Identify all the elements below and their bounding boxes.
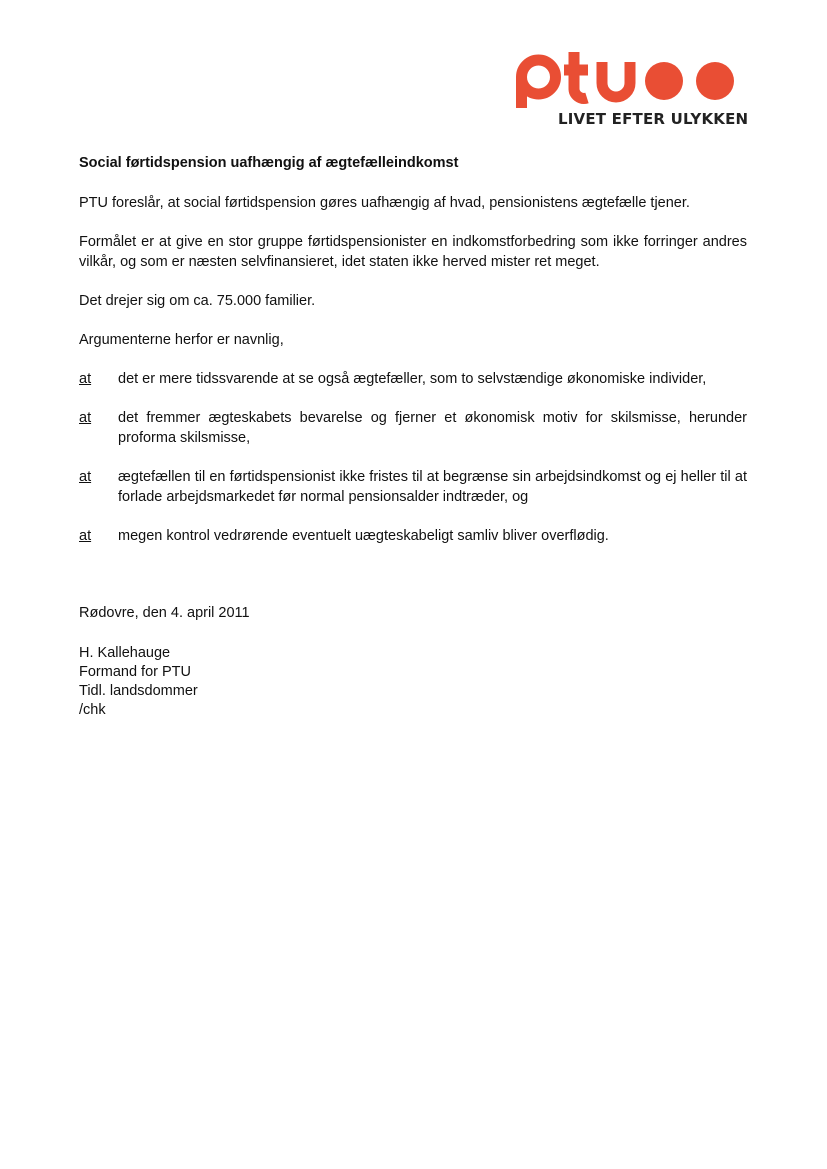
signatory-former-title: Tidl. landsdommer bbox=[79, 683, 198, 699]
letter-body bbox=[79, 153, 747, 720]
typist-initials: /chk bbox=[79, 702, 106, 718]
argument-marker: at bbox=[79, 528, 92, 544]
document-title: Social førtidspension uafhængig af ægtefælleindkomst bbox=[79, 155, 459, 171]
section-spacer bbox=[79, 565, 747, 603]
argument-item bbox=[79, 408, 747, 448]
signatory-name: H. Kallehauge bbox=[79, 645, 171, 661]
intro-paragraph: PTU foreslår, at social førtidspension gøres uafhængig af hvad, pensionistens ægtefælle tjener. bbox=[79, 195, 690, 211]
argument-marker: at bbox=[79, 371, 92, 387]
argument-item bbox=[79, 467, 747, 507]
argument-marker: at bbox=[79, 469, 92, 485]
argument-text: det fremmer ægteskabets bevarelse og fjerner et økonomisk motiv for skilsmisse, herunder proforma skilsmisse, bbox=[118, 410, 747, 446]
argument-item bbox=[79, 369, 747, 389]
purpose-paragraph: Formålet er at give en stor gruppe førtidspensionister en indkomstforbedring som ikke forringer andres vilkår, og som er næsten selvfinansieret, idet staten ikke herved mister ret meget. bbox=[79, 234, 747, 270]
ptu-logo bbox=[512, 44, 749, 132]
argument-item bbox=[79, 526, 747, 546]
scope-paragraph: Det drejer sig om ca. 75.000 familier. bbox=[79, 293, 316, 309]
signature-block bbox=[79, 644, 747, 720]
argument-marker: at bbox=[79, 410, 92, 426]
arguments-intro: Argumenterne herfor er navnlig, bbox=[79, 332, 284, 348]
logo-dot-right bbox=[696, 62, 734, 100]
logo-tagline: LIVET EFTER ULYKKEN bbox=[558, 110, 749, 128]
argument-text: ægtefællen til en førtidspensionist ikke fristes til at begrænse sin arbejdsindkomst og ej heller til at forlade arbejdsmarkedet før normal pensionsalder indtræder, og bbox=[118, 469, 747, 505]
argument-text: megen kontrol vedrørende eventuelt uægteskabeligt samliv bliver overflødig. bbox=[118, 528, 609, 544]
ptu-logo-mark bbox=[512, 44, 740, 108]
argument-text: det er mere tidssvarende at se også ægtefæller, som to selvstændige økonomiske individer, bbox=[118, 371, 707, 387]
date-line: Rødovre, den 4. april 2011 bbox=[79, 605, 250, 621]
signatory-role: Formand for PTU bbox=[79, 664, 191, 680]
logo-dot-left bbox=[645, 62, 683, 100]
